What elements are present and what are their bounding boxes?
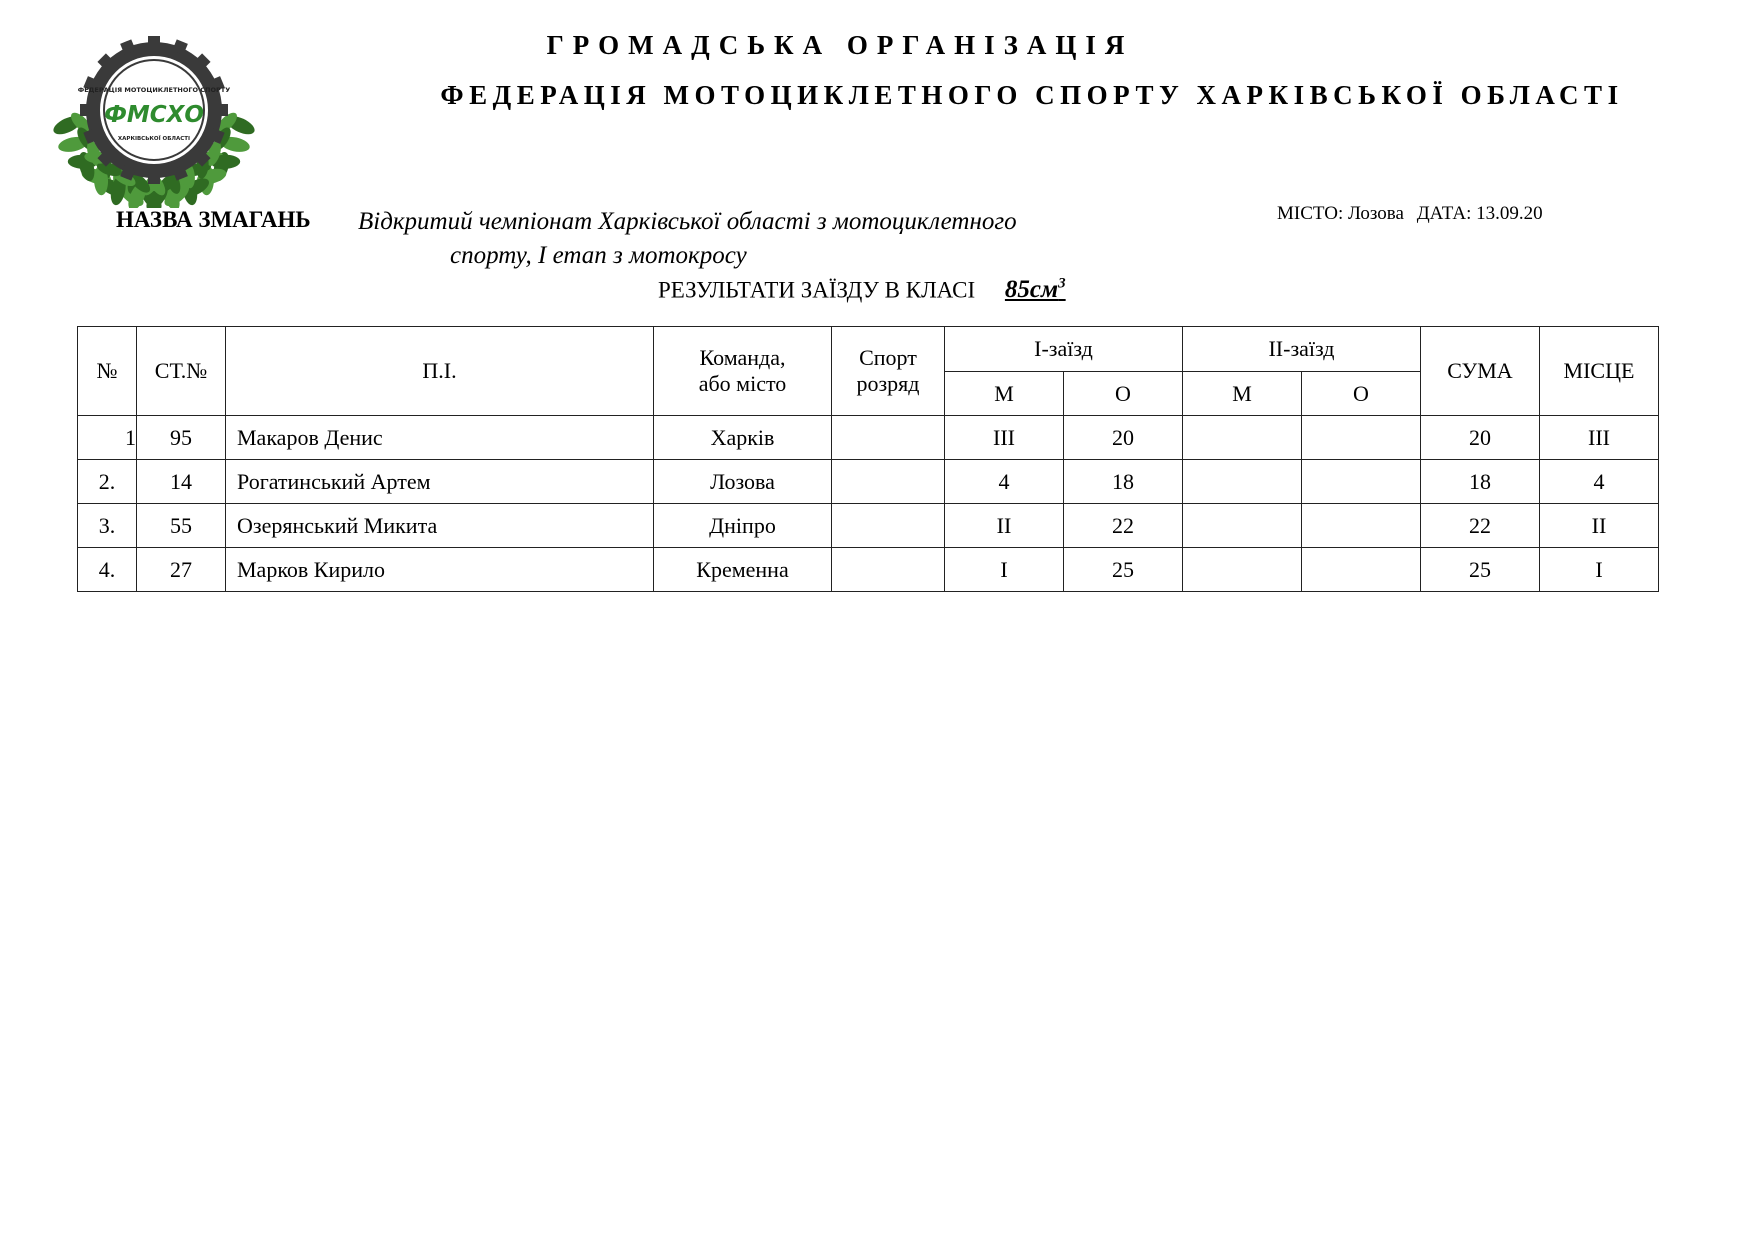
cell-start-no: 27 <box>137 548 226 592</box>
header-team-line2: або місто <box>698 371 787 396</box>
cell-r1-o: 18 <box>1064 460 1183 504</box>
results-title-text: РЕЗУЛЬТАТИ ЗАЇЗДУ В КЛАСІ <box>658 277 976 303</box>
table-row <box>78 416 1659 460</box>
cell-name: Озерянський Микита <box>226 504 654 548</box>
cell-start-no: 14 <box>137 460 226 504</box>
cell-no: 2. <box>78 460 137 504</box>
date-value: 13.09.20 <box>1476 203 1543 224</box>
cell-r1-o: 22 <box>1064 504 1183 548</box>
cell-r2-m <box>1183 460 1302 504</box>
cell-place: ІІІ <box>1540 416 1659 460</box>
city-value: Лозова <box>1348 203 1404 224</box>
cell-name: Рогатинський Артем <box>226 460 654 504</box>
federation-logo <box>44 12 264 208</box>
cell-r1-m: І <box>945 548 1064 592</box>
gear-tooth-icon <box>216 104 228 116</box>
cell-r2-m <box>1183 548 1302 592</box>
class-name: 85см <box>1004 276 1059 304</box>
cell-place: ІІ <box>1540 504 1659 548</box>
cell-team: Кременна <box>654 548 832 592</box>
cell-start-no: 55 <box>137 504 226 548</box>
header-race2: ІІ-заїзд <box>1183 327 1421 372</box>
header-rank-line1: Спорт <box>859 345 917 370</box>
cell-no: 3. <box>78 504 137 548</box>
table-row <box>78 548 1659 592</box>
organization-type: ГРОМАДСЬКА ОРГАНІЗАЦІЯ <box>546 30 1134 60</box>
cell-no: 1 <box>78 416 137 460</box>
competition-name-line1: Відкритий чемпіонат Харківської області з мотоциклетного <box>358 208 1017 235</box>
gear-tooth-icon <box>148 36 160 48</box>
cell-no: 4. <box>78 548 137 592</box>
header-rank <box>832 327 945 416</box>
cell-start-no: 95 <box>137 416 226 460</box>
header-name: П.І. <box>226 327 654 416</box>
competition-name <box>358 205 1158 273</box>
header-no: № <box>78 327 137 416</box>
header-team <box>654 327 832 416</box>
cell-r1-o: 20 <box>1064 416 1183 460</box>
cell-rank <box>832 504 945 548</box>
header-race1-m: М <box>945 372 1064 416</box>
city-label: МІСТО: <box>1277 203 1344 224</box>
header-race2-m: М <box>1183 372 1302 416</box>
cell-r2-o <box>1302 416 1421 460</box>
cell-r2-m <box>1183 416 1302 460</box>
cell-rank <box>832 548 945 592</box>
gear-tooth-icon <box>80 104 92 116</box>
header-start-no: СТ.№ <box>137 327 226 416</box>
competition-label: НАЗВА ЗМАГАНЬ <box>116 207 311 232</box>
cell-r2-m <box>1183 504 1302 548</box>
cell-name: Марков Кирило <box>226 548 654 592</box>
cell-sum: 18 <box>1421 460 1540 504</box>
logo-bottom-text: ХАРКІВСЬКОЇ ОБЛАСТІ <box>117 136 191 142</box>
header-place: МІСЦЕ <box>1540 327 1659 416</box>
cell-r1-m: ІІ <box>945 504 1064 548</box>
header-race1-o: О <box>1064 372 1183 416</box>
cell-place: 4 <box>1540 460 1659 504</box>
cell-team: Дніпро <box>654 504 832 548</box>
competition-name-line2: спорту, І етап з мотокросу <box>450 242 747 269</box>
cell-place: І <box>1540 548 1659 592</box>
header-race1: І-заїзд <box>945 327 1183 372</box>
cell-r2-o <box>1302 504 1421 548</box>
cell-sum: 22 <box>1421 504 1540 548</box>
table-row <box>78 460 1659 504</box>
header-sum: СУМА <box>1421 327 1540 416</box>
logo-center-text: ФМСХО <box>104 102 204 128</box>
cell-rank <box>832 460 945 504</box>
gear-tooth-icon <box>148 172 160 184</box>
header-rank-line2: розряд <box>856 371 920 396</box>
cell-r2-o <box>1302 548 1421 592</box>
city-date <box>1277 203 1543 225</box>
table-row <box>78 504 1659 548</box>
class-superscript: 3 <box>1058 276 1066 292</box>
logo-top-text: ФЕДЕРАЦІЯ МОТОЦИКЛЕТНОГО СПОРТУ <box>77 86 231 94</box>
cell-r1-m: ІІІ <box>945 416 1064 460</box>
results-title <box>658 276 1068 304</box>
cell-name: Макаров Денис <box>226 416 654 460</box>
results-table <box>77 326 1659 592</box>
cell-sum: 25 <box>1421 548 1540 592</box>
header-race2-o: О <box>1302 372 1421 416</box>
cell-r1-m: 4 <box>945 460 1064 504</box>
cell-team: Харків <box>654 416 832 460</box>
header-team-line1: Команда, <box>699 345 786 370</box>
class-value <box>993 276 1068 303</box>
cell-rank <box>832 416 945 460</box>
cell-r2-o <box>1302 460 1421 504</box>
cell-r1-o: 25 <box>1064 548 1183 592</box>
cell-sum: 20 <box>1421 416 1540 460</box>
cell-team: Лозова <box>654 460 832 504</box>
organization-name: ФЕДЕРАЦІЯ МОТОЦИКЛЕТНОГО СПОРТУ ХАРКІВСЬКОЇ ОБЛАСТІ <box>440 80 1624 110</box>
date-label: ДАТА: <box>1416 203 1472 224</box>
